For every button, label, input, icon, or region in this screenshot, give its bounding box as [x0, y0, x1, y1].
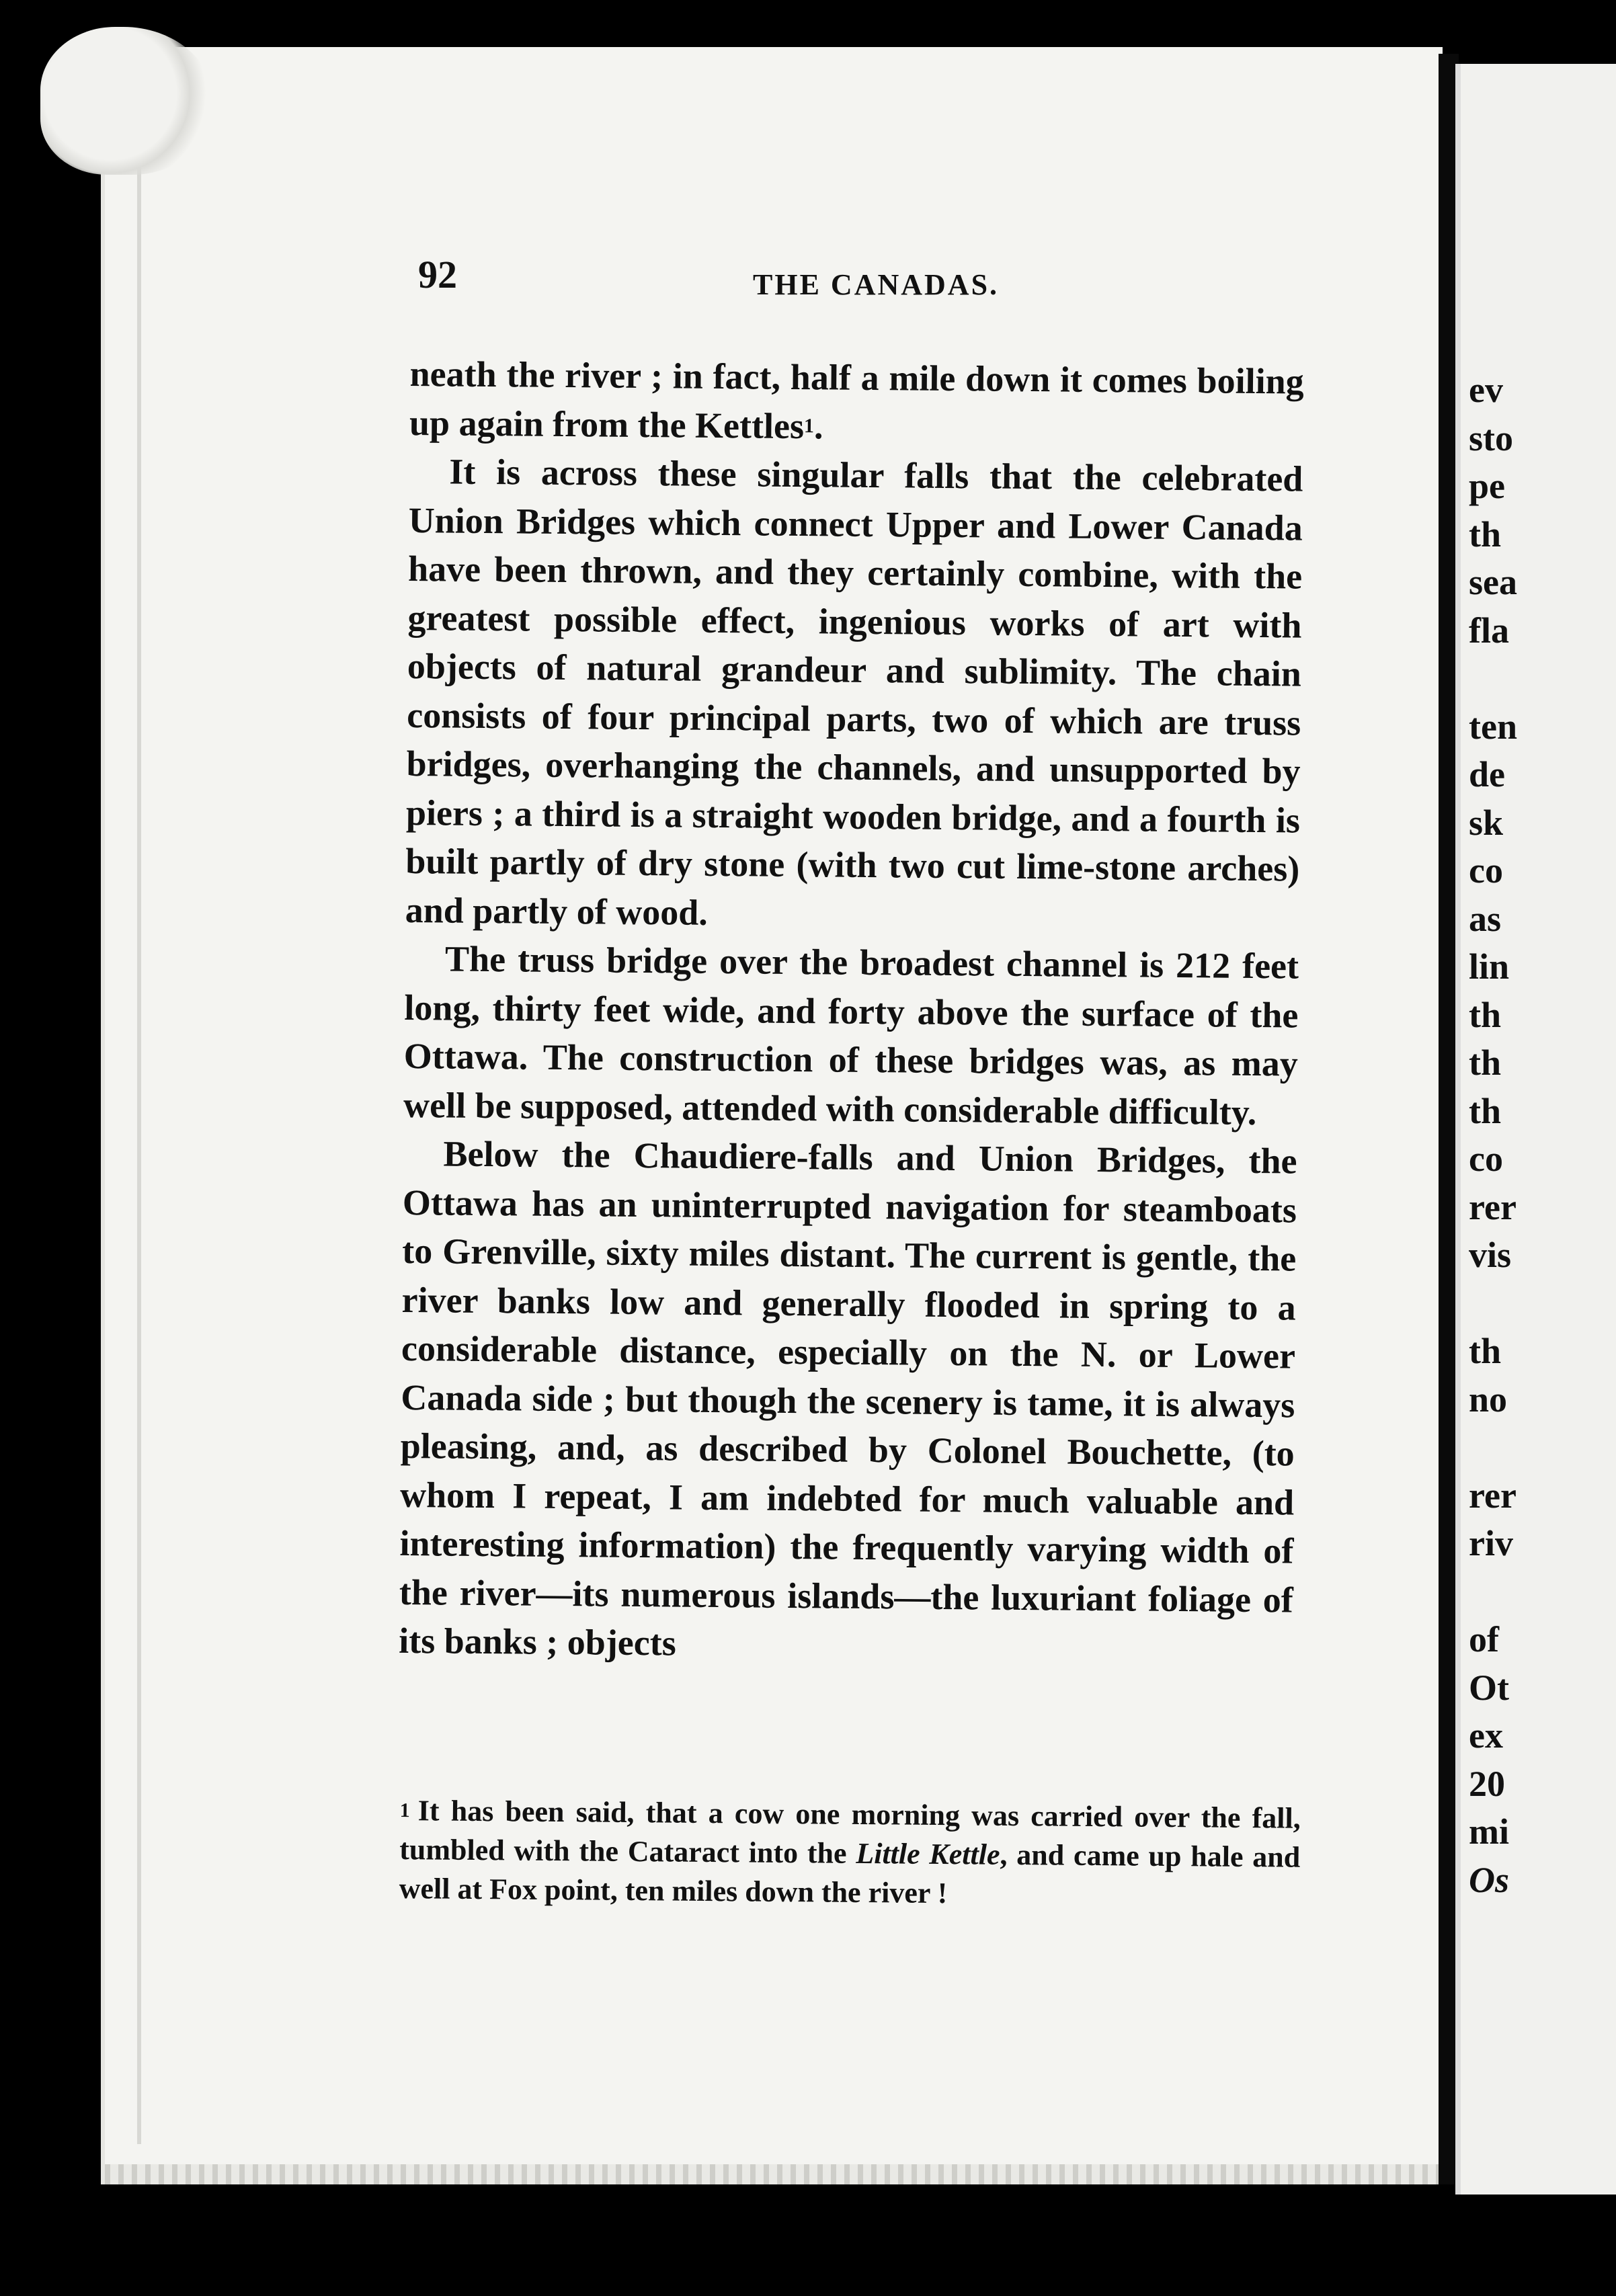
facing-page-fragment: sea — [1469, 562, 1517, 602]
facing-page-fragment — [1469, 655, 1517, 703]
facing-page-fragment: ten — [1469, 706, 1517, 747]
footnote-text-start: It has been said, that a cow one morning was carried over the fall, tumbled with the Cataract into the — [399, 1794, 1301, 1870]
facing-page-fragment: vis — [1469, 1235, 1512, 1275]
facing-page-fragment — [1469, 1424, 1517, 1472]
facing-page-fragment: ev — [1469, 370, 1503, 410]
page-number: 92 — [418, 253, 457, 296]
paragraph-4: Below the Chaudiere-falls and Union Bridges, the Ottawa has an uninterrupted navigation for steamboats to Grenville, sixty miles distant. The current is gentle, the river banks low and generally flooded in spring to a considerable distance, especially on the N. or Lower Canada side ; but though the scenery is tame, it is always pleasing, and, as described by Colonel Bouchette, (to whom I repeat, I am indebted for much valuable and interesting information) the frequently varying width of the river—its numerous islands—the luxuriant foliage of its banks ; objects — [398, 1133, 1297, 1664]
facing-page-fragment: th — [1469, 514, 1502, 555]
facing-page-fragment: of — [1469, 1619, 1499, 1659]
facing-page-fragment: rer — [1469, 1186, 1517, 1227]
footnote-reference: 1 — [803, 414, 815, 437]
paragraph-3: The truss bridge over the broadest channel is 212 feet long, thirty feet wide, and forty above the surface of the Ottawa. The construction of these bridges was, as may well be supposed, attended with considerable difficulty. — [403, 938, 1299, 1133]
footnote-italic-text: Little Kettle — [856, 1836, 1000, 1871]
facing-page-fragment: 20 — [1469, 1763, 1505, 1804]
facing-page-fragment: pe — [1469, 466, 1505, 506]
facing-page-fragment: fla — [1469, 610, 1509, 651]
facing-page-fragment: th — [1469, 994, 1502, 1035]
facing-page-fragment: Ot — [1469, 1667, 1509, 1708]
running-head: THE CANADAS. — [753, 268, 1000, 301]
facing-page-text — [1469, 366, 1517, 1904]
paragraph-2: It is across these singular falls that the celebrated Union Bridges which connect Upper and Lower Canada have been thrown, and they certainly combine, with the greatest possible effect, ingenious works of art with objects of natural grandeur and sublimity. The chain consists of four principal parts, two of which are truss bridges, overhanging the channels, and unsupported by piers ; a third is a straight wooden bridge, and a fourth is built partly of dry stone (with two cut lime-stone arches) and partly of wood. — [405, 451, 1303, 933]
page-edge-shadow — [137, 128, 141, 2144]
facing-page-fragment: de — [1469, 754, 1505, 794]
facing-page-fragment: ex — [1469, 1715, 1503, 1756]
facing-page-fragment: co — [1469, 850, 1503, 891]
facing-page-fragment: mi — [1469, 1811, 1509, 1852]
facing-page-fragment: co — [1469, 1139, 1503, 1179]
facing-page-fragment: sk — [1469, 802, 1504, 843]
facing-page-fragment: th — [1469, 1090, 1502, 1131]
facing-page-fragment: rer — [1469, 1475, 1517, 1516]
paragraph-1 — [409, 350, 1304, 455]
facing-page-fragment: sto — [1469, 417, 1513, 458]
footnote-mark: 1 — [399, 1799, 410, 1822]
facing-page-fragment: Os — [1469, 1859, 1510, 1900]
facing-page-fragment: th — [1469, 1042, 1502, 1083]
paragraph-1-end: . — [813, 405, 823, 446]
facing-page-fragment: th — [1469, 1331, 1502, 1371]
main-text — [399, 350, 1304, 1673]
page-bottom-edge — [105, 2164, 1443, 2184]
facing-page-fragment: no — [1469, 1379, 1508, 1420]
footnote — [399, 1791, 1300, 1916]
footnote-text-end: , and came up hale and well at Fox point, ten miles down the river ! — [399, 1838, 1301, 1910]
facing-page-fragment — [1469, 1568, 1517, 1616]
facing-page-fragment: as — [1469, 898, 1502, 939]
facing-page-fragment — [1469, 1280, 1517, 1328]
paragraph-1-text: neath the river ; in fact, half a mile down it comes boiling up again from the Kettles — [409, 353, 1304, 446]
facing-page-fragment: lin — [1469, 946, 1510, 987]
facing-page-fragment: riv — [1469, 1523, 1513, 1563]
